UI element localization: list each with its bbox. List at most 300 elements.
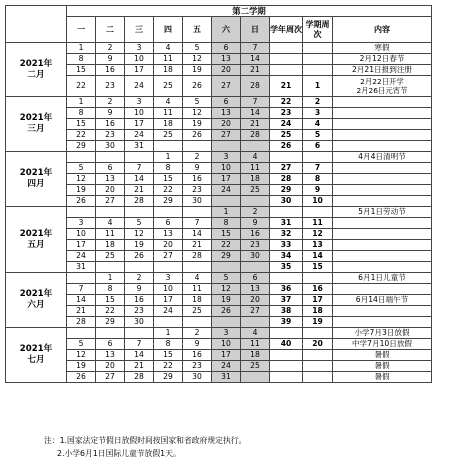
day-cell: 7 — [125, 339, 154, 350]
term-week-cell: 4 — [303, 119, 333, 130]
day-cell — [67, 328, 96, 339]
term-week-cell: 7 — [303, 163, 333, 174]
school-week-cell: 29 — [270, 185, 303, 196]
school-week-cell: 22 — [270, 97, 303, 108]
day-cell: 11 — [241, 163, 270, 174]
day-cell: 23 — [96, 130, 125, 141]
school-week-header: 学年周次 — [270, 17, 303, 43]
day-cell: 22 — [212, 240, 241, 251]
content-cell: 暑假 — [333, 350, 432, 361]
day-cell: 4 — [154, 43, 183, 54]
school-week-cell — [270, 65, 303, 76]
week-row — [6, 207, 432, 218]
day-cell: 19 — [125, 240, 154, 251]
day-cell: 12 — [183, 54, 212, 65]
day-cell: 6 — [212, 43, 241, 54]
term-week-cell: 1 — [303, 76, 333, 97]
day-cell: 24 — [125, 130, 154, 141]
term-week-cell: 20 — [303, 339, 333, 350]
content-cell — [333, 163, 432, 174]
content-cell — [333, 141, 432, 152]
week-row — [6, 54, 432, 65]
day-cell: 15 — [212, 229, 241, 240]
term-week-cell — [303, 207, 333, 218]
term-week-cell — [303, 372, 333, 383]
day-cell: 27 — [154, 251, 183, 262]
day-cell: 2 — [125, 273, 154, 284]
day-cell: 22 — [154, 361, 183, 372]
day-cell: 4 — [154, 97, 183, 108]
day-cell: 16 — [183, 174, 212, 185]
week-row — [6, 350, 432, 361]
day-cell: 11 — [154, 54, 183, 65]
content-cell: 暑假 — [333, 372, 432, 383]
day-cell — [154, 262, 183, 273]
term-week-cell: 9 — [303, 185, 333, 196]
weekday-sat: 六 — [212, 17, 241, 43]
day-cell: 17 — [212, 174, 241, 185]
week-row — [6, 119, 432, 130]
content-cell: 2月12日春节 — [333, 54, 432, 65]
day-cell: 28 — [241, 76, 270, 97]
week-row — [6, 43, 432, 54]
day-cell: 25 — [154, 76, 183, 97]
day-cell: 26 — [67, 372, 96, 383]
school-week-cell: 34 — [270, 251, 303, 262]
week-row — [6, 185, 432, 196]
day-cell: 27 — [212, 76, 241, 97]
school-week-cell — [270, 273, 303, 284]
school-week-cell — [270, 361, 303, 372]
school-week-cell: 32 — [270, 229, 303, 240]
month-label: 2021年 四月 — [6, 152, 67, 207]
day-cell: 22 — [96, 306, 125, 317]
day-cell: 12 — [67, 350, 96, 361]
month-label: 2021年 三月 — [6, 97, 67, 152]
day-cell: 3 — [212, 328, 241, 339]
day-cell: 10 — [154, 284, 183, 295]
content-cell — [333, 218, 432, 229]
day-cell: 21 — [125, 185, 154, 196]
day-cell: 26 — [125, 251, 154, 262]
day-cell: 16 — [241, 229, 270, 240]
day-cell: 20 — [241, 295, 270, 306]
school-week-cell: 38 — [270, 306, 303, 317]
day-cell: 28 — [241, 130, 270, 141]
weekday-mon: 一 — [67, 17, 96, 43]
weekday-tue: 二 — [96, 17, 125, 43]
week-row — [6, 108, 432, 119]
term-week-cell: 18 — [303, 306, 333, 317]
school-week-cell: 37 — [270, 295, 303, 306]
day-cell: 1 — [212, 207, 241, 218]
weekday-thu: 四 — [154, 17, 183, 43]
day-cell: 11 — [154, 108, 183, 119]
day-cell — [125, 328, 154, 339]
week-row — [6, 76, 432, 97]
school-week-cell — [270, 350, 303, 361]
school-week-cell — [270, 54, 303, 65]
day-cell: 15 — [154, 174, 183, 185]
day-cell: 28 — [183, 251, 212, 262]
day-cell — [154, 141, 183, 152]
day-cell: 24 — [212, 361, 241, 372]
day-cell: 31 — [125, 141, 154, 152]
day-cell: 24 — [67, 251, 96, 262]
day-cell: 8 — [67, 108, 96, 119]
week-row — [6, 174, 432, 185]
day-cell: 9 — [183, 163, 212, 174]
day-cell: 9 — [125, 284, 154, 295]
day-cell: 7 — [241, 97, 270, 108]
day-cell: 27 — [241, 306, 270, 317]
day-cell: 26 — [67, 196, 96, 207]
corner-cell — [6, 6, 67, 43]
day-cell: 5 — [67, 339, 96, 350]
day-cell: 18 — [154, 119, 183, 130]
content-cell — [333, 251, 432, 262]
day-cell: 18 — [241, 350, 270, 361]
day-cell — [96, 207, 125, 218]
content-cell — [333, 284, 432, 295]
week-row — [6, 328, 432, 339]
day-cell: 26 — [183, 76, 212, 97]
day-cell: 8 — [96, 284, 125, 295]
day-cell: 12 — [183, 108, 212, 119]
school-week-cell: 26 — [270, 141, 303, 152]
week-row — [6, 372, 432, 383]
school-week-cell: 31 — [270, 218, 303, 229]
day-cell — [67, 207, 96, 218]
day-cell: 15 — [154, 350, 183, 361]
day-cell: 9 — [96, 108, 125, 119]
day-cell: 31 — [67, 262, 96, 273]
weekday-fri: 五 — [183, 17, 212, 43]
day-cell: 20 — [154, 240, 183, 251]
term-week-cell — [303, 43, 333, 54]
day-cell: 7 — [67, 284, 96, 295]
content-cell — [333, 97, 432, 108]
day-cell: 15 — [67, 65, 96, 76]
content-cell: 4月4日清明节 — [333, 152, 432, 163]
day-cell: 27 — [96, 196, 125, 207]
day-cell: 2 — [241, 207, 270, 218]
day-cell: 8 — [67, 54, 96, 65]
day-cell: 21 — [183, 240, 212, 251]
day-cell: 23 — [241, 240, 270, 251]
day-cell: 16 — [125, 295, 154, 306]
content-cell — [333, 196, 432, 207]
week-row — [6, 130, 432, 141]
day-cell: 19 — [183, 119, 212, 130]
day-cell: 29 — [67, 141, 96, 152]
term-week-cell: 19 — [303, 317, 333, 328]
day-cell — [241, 262, 270, 273]
day-cell: 16 — [183, 350, 212, 361]
content-cell — [333, 119, 432, 130]
school-week-cell: 27 — [270, 163, 303, 174]
day-cell — [212, 317, 241, 328]
month-label: 2021年 六月 — [6, 273, 67, 328]
day-cell: 13 — [241, 284, 270, 295]
day-cell: 13 — [96, 350, 125, 361]
day-cell: 9 — [96, 54, 125, 65]
week-row — [6, 229, 432, 240]
week-row — [6, 141, 432, 152]
term-week-cell: 16 — [303, 284, 333, 295]
day-cell: 30 — [125, 317, 154, 328]
day-cell: 21 — [67, 306, 96, 317]
term-week-cell — [303, 350, 333, 361]
content-cell — [333, 185, 432, 196]
day-cell: 6 — [212, 97, 241, 108]
day-cell — [96, 152, 125, 163]
day-cell: 20 — [212, 65, 241, 76]
day-cell: 17 — [125, 119, 154, 130]
day-cell: 20 — [96, 361, 125, 372]
week-row — [6, 273, 432, 284]
week-row — [6, 284, 432, 295]
day-cell: 1 — [67, 97, 96, 108]
day-cell: 3 — [154, 273, 183, 284]
day-cell: 13 — [212, 108, 241, 119]
term-week-cell: 14 — [303, 251, 333, 262]
day-cell: 17 — [212, 350, 241, 361]
day-cell: 21 — [125, 361, 154, 372]
day-cell: 14 — [67, 295, 96, 306]
day-cell: 2 — [183, 328, 212, 339]
month-label: 2021年 二月 — [6, 43, 67, 97]
day-cell — [241, 317, 270, 328]
day-cell: 5 — [125, 218, 154, 229]
day-cell: 29 — [96, 317, 125, 328]
week-row — [6, 65, 432, 76]
day-cell: 6 — [154, 218, 183, 229]
footnotes — [44, 434, 246, 460]
day-cell: 14 — [125, 350, 154, 361]
school-week-cell: 23 — [270, 108, 303, 119]
day-cell: 11 — [241, 339, 270, 350]
day-cell: 29 — [212, 251, 241, 262]
day-cell — [212, 196, 241, 207]
content-cell: 6月1日儿童节 — [333, 273, 432, 284]
day-cell: 8 — [154, 339, 183, 350]
term-week-cell: 3 — [303, 108, 333, 119]
day-cell: 17 — [67, 240, 96, 251]
day-cell: 29 — [154, 372, 183, 383]
term-week-cell: 15 — [303, 262, 333, 273]
school-week-cell: 25 — [270, 130, 303, 141]
week-row — [6, 339, 432, 350]
school-week-cell: 35 — [270, 262, 303, 273]
day-cell: 22 — [154, 185, 183, 196]
day-cell: 10 — [212, 163, 241, 174]
day-cell: 15 — [67, 119, 96, 130]
school-week-cell: 39 — [270, 317, 303, 328]
day-cell: 5 — [212, 273, 241, 284]
day-cell: 18 — [154, 65, 183, 76]
day-cell: 28 — [125, 372, 154, 383]
school-week-cell: 33 — [270, 240, 303, 251]
term-week-cell: 13 — [303, 240, 333, 251]
day-cell: 23 — [125, 306, 154, 317]
day-cell: 18 — [183, 295, 212, 306]
footnote-2: 2.小学6月1日国际儿童节放假1天。 — [57, 449, 181, 458]
term-week-cell: 5 — [303, 130, 333, 141]
day-cell — [67, 273, 96, 284]
content-cell: 5月1日劳动节 — [333, 207, 432, 218]
day-cell: 23 — [183, 361, 212, 372]
day-cell — [125, 262, 154, 273]
day-cell: 29 — [154, 196, 183, 207]
term-week-cell — [303, 65, 333, 76]
day-cell: 10 — [67, 229, 96, 240]
day-cell: 10 — [125, 54, 154, 65]
content-cell: 6月14日端午节 — [333, 295, 432, 306]
day-cell: 13 — [96, 174, 125, 185]
content-cell: 2月22日开学 2月26日元宵节 — [333, 76, 432, 97]
term-week-header: 学期周次 — [303, 17, 333, 43]
day-cell — [241, 372, 270, 383]
school-week-cell — [270, 43, 303, 54]
day-cell: 13 — [212, 54, 241, 65]
week-row — [6, 218, 432, 229]
week-row — [6, 295, 432, 306]
day-cell: 30 — [241, 251, 270, 262]
day-cell: 25 — [241, 185, 270, 196]
week-row — [6, 196, 432, 207]
day-cell: 13 — [154, 229, 183, 240]
day-cell: 18 — [96, 240, 125, 251]
day-cell: 19 — [67, 185, 96, 196]
day-cell: 30 — [183, 372, 212, 383]
day-cell: 3 — [125, 43, 154, 54]
day-cell: 24 — [212, 185, 241, 196]
day-cell: 23 — [183, 185, 212, 196]
content-cell: 2月21日报到注册 — [333, 65, 432, 76]
day-cell — [212, 141, 241, 152]
week-row — [6, 251, 432, 262]
day-cell: 14 — [125, 174, 154, 185]
day-cell: 11 — [96, 229, 125, 240]
day-cell: 30 — [183, 196, 212, 207]
weekday-sun: 日 — [241, 17, 270, 43]
day-cell: 26 — [212, 306, 241, 317]
day-cell — [183, 317, 212, 328]
content-cell — [333, 262, 432, 273]
day-cell: 30 — [96, 141, 125, 152]
day-cell: 8 — [154, 163, 183, 174]
day-cell: 4 — [241, 152, 270, 163]
term-week-cell: 11 — [303, 218, 333, 229]
day-cell: 1 — [67, 43, 96, 54]
day-cell: 9 — [183, 339, 212, 350]
day-cell — [96, 262, 125, 273]
day-cell: 6 — [96, 163, 125, 174]
content-cell: 小学7月3日放假 — [333, 328, 432, 339]
day-cell: 31 — [212, 372, 241, 383]
content-cell — [333, 317, 432, 328]
content-cell: 寒假 — [333, 43, 432, 54]
day-cell: 22 — [67, 130, 96, 141]
day-cell — [154, 207, 183, 218]
day-cell: 3 — [212, 152, 241, 163]
term-week-cell — [303, 328, 333, 339]
term-week-cell — [303, 152, 333, 163]
day-cell — [96, 328, 125, 339]
school-week-cell: 28 — [270, 174, 303, 185]
day-cell: 20 — [212, 119, 241, 130]
content-header: 内容 — [333, 17, 432, 43]
day-cell: 14 — [241, 54, 270, 65]
day-cell: 25 — [183, 306, 212, 317]
day-cell: 6 — [96, 339, 125, 350]
day-cell: 9 — [241, 218, 270, 229]
day-cell: 17 — [125, 65, 154, 76]
day-cell: 6 — [241, 273, 270, 284]
school-week-cell: 40 — [270, 339, 303, 350]
day-cell: 11 — [183, 284, 212, 295]
school-week-cell: 21 — [270, 76, 303, 97]
day-cell: 24 — [125, 76, 154, 97]
day-cell: 21 — [241, 119, 270, 130]
day-cell — [241, 141, 270, 152]
content-cell: 中学7月10日放假 — [333, 339, 432, 350]
day-cell: 4 — [241, 328, 270, 339]
term-title-row — [6, 6, 432, 17]
day-cell — [125, 152, 154, 163]
day-cell: 12 — [125, 229, 154, 240]
day-cell — [183, 141, 212, 152]
school-week-cell: 24 — [270, 119, 303, 130]
day-cell: 23 — [96, 76, 125, 97]
term-week-cell: 17 — [303, 295, 333, 306]
school-week-cell — [270, 328, 303, 339]
day-cell: 5 — [183, 97, 212, 108]
day-cell: 27 — [212, 130, 241, 141]
day-cell: 25 — [96, 251, 125, 262]
content-cell — [333, 306, 432, 317]
term-week-cell — [303, 273, 333, 284]
day-cell: 18 — [241, 174, 270, 185]
day-cell: 14 — [183, 229, 212, 240]
week-row — [6, 262, 432, 273]
week-row — [6, 240, 432, 251]
content-cell — [333, 130, 432, 141]
day-cell: 19 — [183, 65, 212, 76]
day-cell: 28 — [125, 196, 154, 207]
school-week-cell — [270, 152, 303, 163]
day-cell: 2 — [183, 152, 212, 163]
day-cell: 3 — [125, 97, 154, 108]
day-cell: 7 — [241, 43, 270, 54]
day-cell: 2 — [96, 43, 125, 54]
day-cell: 28 — [67, 317, 96, 328]
day-cell: 5 — [183, 43, 212, 54]
day-cell: 3 — [67, 218, 96, 229]
school-calendar-table — [5, 5, 432, 383]
school-week-cell — [270, 372, 303, 383]
school-week-cell — [270, 207, 303, 218]
month-label: 2021年 五月 — [6, 207, 67, 273]
day-cell: 25 — [241, 361, 270, 372]
footnote-1: 注：1.国家法定节假日放假时间按国家和省政府规定执行。 — [44, 436, 247, 445]
weekday-wed: 三 — [125, 17, 154, 43]
day-cell: 25 — [154, 130, 183, 141]
term-week-cell: 10 — [303, 196, 333, 207]
day-cell: 15 — [96, 295, 125, 306]
day-cell — [154, 317, 183, 328]
